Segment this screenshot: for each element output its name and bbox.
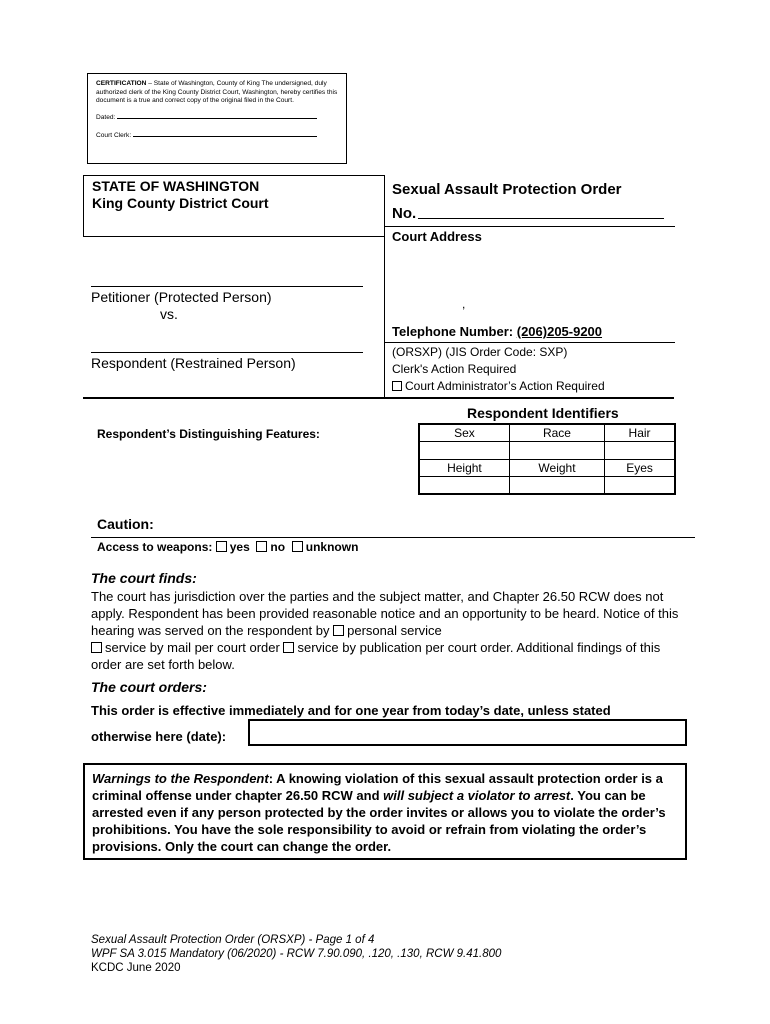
race-cell[interactable]	[509, 442, 604, 460]
weapons-no-checkbox[interactable]	[256, 541, 267, 552]
caption-divider	[384, 175, 385, 397]
hair-cell[interactable]	[605, 442, 675, 460]
effective-line-1: This order is effective immediately and for one year from today’s date, unless stated	[91, 703, 611, 718]
personal-service-checkbox[interactable]	[333, 625, 344, 636]
petitioner-line[interactable]	[91, 286, 363, 287]
certification-heading: CERTIFICATION	[96, 80, 147, 87]
sex-header: Sex	[419, 424, 509, 442]
case-number-label: No.	[392, 205, 417, 222]
footer-line-2: WPF SA 3.015 Mandatory (06/2020) - RCW 7.90.090, .120, .130, RCW 9.41.800	[91, 948, 502, 960]
race-header: Race	[509, 424, 604, 442]
weight-cell[interactable]	[509, 477, 604, 495]
court-name: King County District Court	[92, 195, 269, 211]
admin-action-checkbox[interactable]	[392, 381, 402, 391]
certification-text: CERTIFICATION – State of Washington, County of King The undersigned, duly authorized clerk of the King County District Court, Washington, hereby certifies this document is a true and correct copy of the original filed in the Court.	[96, 80, 338, 105]
effective-date-input[interactable]	[248, 719, 687, 746]
admin-action-row: Court Administrator’s Action Required	[392, 379, 605, 393]
clerk-row: Court Clerk:	[96, 130, 338, 141]
case-number-field[interactable]	[418, 218, 664, 219]
phone-rule	[385, 342, 675, 343]
clerk-action: Clerk's Action Required	[392, 362, 517, 376]
eyes-header: Eyes	[605, 459, 675, 477]
caution-rule	[91, 537, 695, 538]
mail-service-checkbox[interactable]	[91, 642, 102, 653]
dated-row: Dated:	[96, 112, 338, 123]
respondent-line[interactable]	[91, 352, 363, 353]
findings-heading: The court finds:	[91, 570, 197, 586]
caption-rule	[83, 397, 674, 399]
caution-label: Caution:	[97, 516, 154, 532]
footer-line-1: Sexual Assault Protection Order (ORSXP) - Page 1 of 4	[91, 934, 375, 946]
weapons-unknown-checkbox[interactable]	[292, 541, 303, 552]
address-comma: ,	[462, 297, 466, 311]
hair-header: Hair	[605, 424, 675, 442]
table-row	[419, 424, 675, 442]
caption-court-box	[83, 175, 385, 237]
vs-label: vs.	[160, 306, 178, 322]
telephone-row: Telephone Number: (206)205-9200	[392, 324, 603, 339]
weapons-yes-checkbox[interactable]	[216, 541, 227, 552]
order-title: Sexual Assault Protection Order	[392, 181, 622, 198]
table-row	[419, 459, 675, 477]
sex-cell[interactable]	[419, 442, 509, 460]
identifiers-table	[418, 423, 676, 495]
identifiers-heading: Respondent Identifiers	[467, 405, 619, 421]
certification-box	[87, 73, 347, 164]
table-row	[419, 442, 675, 460]
height-header: Height	[419, 459, 509, 477]
orders-heading: The court orders:	[91, 679, 207, 695]
respondent-label: Respondent (Restrained Person)	[91, 355, 296, 371]
table-row	[419, 477, 675, 495]
court-address-label: Court Address	[392, 229, 482, 244]
footer-line-3: KCDC June 2020	[91, 962, 181, 974]
effective-line-2: otherwise here (date):	[91, 729, 227, 744]
order-codes: (ORSXP) (JIS Order Code: SXP)	[392, 345, 568, 359]
clerk-field[interactable]	[133, 130, 317, 137]
eyes-cell[interactable]	[605, 477, 675, 495]
telephone-number: (206)205-9200	[516, 324, 603, 339]
weapons-row: Access to weapons: yes no unknown	[97, 540, 359, 554]
publication-service-checkbox[interactable]	[283, 642, 294, 653]
findings-text: The court has jurisdiction over the parties and the subject matter, and Chapter 26.50 RCW does not apply. Respondent has been provided reasonable notice and an opportunity to be heard. Notice of this hearing was served on the respondent by personal service service by mail per court order service by publication per court order. Additional findings of this order are set forth below.	[91, 589, 679, 672]
state-title: STATE OF WASHINGTON	[92, 178, 260, 194]
title-rule	[385, 226, 675, 227]
warning-box: Warnings to the Respondent: A knowing violation of this sexual assault protection order is a criminal offense under chapter 26.50 RCW and will subject a violator to arrest. You can be arrested even if any person protected by the order invites or allows you to violate the order’s prohibitions. You have the sole responsibility to avoid or refrain from violating the order’s provisions. Only the court can change the order.	[83, 763, 687, 860]
warning-lead: Warnings to the Respondent	[92, 771, 269, 786]
weight-header: Weight	[509, 459, 604, 477]
dated-field[interactable]	[117, 112, 317, 119]
distinguishing-features-label: Respondent’s Distinguishing Features:	[97, 427, 320, 441]
height-cell[interactable]	[419, 477, 509, 495]
petitioner-label: Petitioner (Protected Person)	[91, 289, 272, 305]
